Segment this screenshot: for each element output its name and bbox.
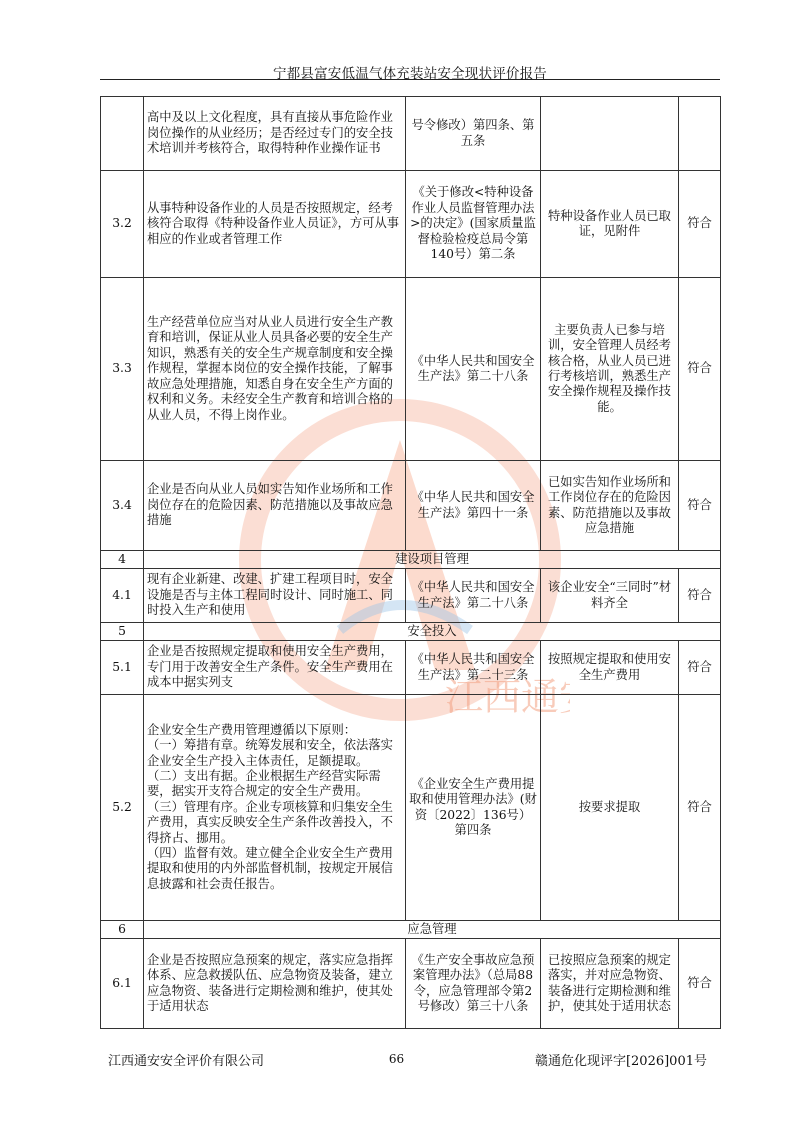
legal-basis-cell: 《关于修改<特种设备作业人员监督管理办法>的决定》(国家质量监督检验检疫总局令第140号）第二条 <box>406 171 541 278</box>
item-number: 5.2 <box>101 695 144 921</box>
legal-basis-cell: 《中华人民共和国安全生产法》第二十八条 <box>406 569 541 623</box>
table-row <box>101 569 721 623</box>
section-title: 应急管理 <box>144 921 721 939</box>
section-title: 建设项目管理 <box>144 551 721 569</box>
table-row <box>101 641 721 695</box>
item-number: 3.3 <box>101 278 144 461</box>
requirement-cell <box>144 695 406 921</box>
requirement-cell: 从事特种设备作业的人员是否按照规定，经考核符合取得《特种设备作业人员证》，方可从事相应的作业或者管理工作 <box>144 171 406 278</box>
legal-basis-cell: 《中华人民共和国安全生产法》第二十八条 <box>406 278 541 461</box>
section-row <box>101 623 721 641</box>
actual-situation-cell: 特种设备作业人员已取证，见附件 <box>541 171 679 278</box>
requirement-cell: 高中及以上文化程度，具有直接从事危险作业岗位操作的从业经历；是否经过专门的安全技术培训并考核符合，取得特种作业操作证书 <box>144 97 406 171</box>
requirement-line: （二）支出有据。企业根据生产经营实际需要，据实开支符合规定的安全生产费用。 <box>147 768 381 799</box>
table-row <box>101 171 721 278</box>
header-title: 宁都县富安低温气体充装站安全现状评价报告 <box>273 66 547 82</box>
legal-basis-cell: 《中华人民共和国安全生产法》第四十一条 <box>406 461 541 551</box>
section-row <box>101 551 721 569</box>
requirement-line: （四）监督有效。建立健全企业安全生产费用提取和使用的内外部监督机制，按规定开展信息披露和社会责任报告。 <box>147 846 393 891</box>
requirement-cell: 生产经营单位应当对从业人员进行安全生产教育和培训，保证从业人员具备必要的安全生产知识，熟悉有关的安全生产规章制度和安全操作规程，掌握本岗位的安全操作技能，了解事故应急处理措施，知悉自身在安全生产方面的权利和义务。未经安全生产教育和培训合格的从业人员，不得上岗作业。 <box>144 278 406 461</box>
table-row <box>101 97 721 171</box>
result-cell: 符合 <box>679 641 721 695</box>
item-number: 6.1 <box>101 939 144 1029</box>
legal-basis-cell: 《生产安全事故应急预案管理办法》（总局88令，应急管理部令第2号修改）第三十八条 <box>406 939 541 1029</box>
actual-situation-cell <box>541 97 679 171</box>
actual-situation-cell: 已按照应急预案的规定落实，并对应急物资、装备进行定期检测和维护，使其处于适用状态 <box>541 939 679 1029</box>
section-number: 4 <box>101 551 144 569</box>
result-cell: 符合 <box>679 461 721 551</box>
item-number: 3.2 <box>101 171 144 278</box>
result-cell: 符合 <box>679 939 721 1029</box>
legal-basis-cell: 《企业安全生产费用提取和使用管理办法》(财资〔2022〕136号）第四条 <box>406 695 541 921</box>
requirement-line: 企业安全生产费用管理遵循以下原则： <box>147 722 357 737</box>
evaluation-table <box>100 96 721 1029</box>
section-number: 5 <box>101 623 144 641</box>
result-cell: 符合 <box>679 171 721 278</box>
requirement-cell: 企业是否按照规定提取和使用安全生产费用，专门用于改善安全生产条件。安全生产费用在成本中据实列支 <box>144 641 406 695</box>
table-row <box>101 939 721 1029</box>
actual-situation-cell: 该企业安全“三同时”材料齐全 <box>541 569 679 623</box>
page-number: 66 <box>388 1052 405 1066</box>
legal-basis-cell: 《中华人民共和国安全生产法》第二十三条 <box>406 641 541 695</box>
item-number: 5.1 <box>101 641 144 695</box>
requirement-cell: 企业是否按照应急预案的规定，落实应急指挥体系、应急救援队伍、应急物资及装备，建立应急物资、装备进行定期检测和维护，使其处于适用状态 <box>144 939 406 1029</box>
actual-situation-cell: 按要求提取 <box>541 695 679 921</box>
requirement-line: （三）管理有序。企业专项核算和归集安全生产费用，真实反映安全生产条件改善投入，不得挤占、挪用。 <box>147 799 393 845</box>
result-cell: 符合 <box>679 569 721 623</box>
table-row <box>101 461 721 551</box>
actual-situation-cell: 已如实告知作业场所和工作岗位存在的危险因素、防范措施以及事故应急措施 <box>541 461 679 551</box>
report-code: 赣通危化现评字[2026]001号 <box>534 1054 707 1069</box>
result-cell <box>679 97 721 171</box>
requirement-cell: 现有企业新建、改建、扩建工程项目时，安全设施是否与主体工程同时设计、同时施工、同时投入生产和使用 <box>144 569 406 623</box>
item-number: 4.1 <box>101 569 144 623</box>
actual-situation-cell: 主要负责人已参与培训，安全管理人员经考核合格，从业人员已进行考核培训，熟悉生产安全操作规程及操作技能。 <box>541 278 679 461</box>
requirement-cell: 企业是否向从业人员如实告知作业场所和工作岗位存在的危险因素、防范措施以及事故应急措施 <box>144 461 406 551</box>
table-row <box>101 695 721 921</box>
result-cell: 符合 <box>679 695 721 921</box>
result-cell: 符合 <box>679 278 721 461</box>
footer-company-name: 江西通安安全评价有限公司 <box>108 1054 265 1069</box>
requirement-line: （一）筹措有章。统筹发展和安全，依法落实企业安全生产投入主体责任，足额提取。 <box>147 738 393 768</box>
table-row <box>101 278 721 461</box>
item-number <box>101 97 144 171</box>
legal-basis-cell: 号令修改）第四条、第五条 <box>406 97 541 171</box>
section-row <box>101 921 721 939</box>
section-number: 6 <box>101 921 144 939</box>
section-title: 安全投入 <box>144 623 721 641</box>
item-number: 3.4 <box>101 461 144 551</box>
header-divider <box>100 79 720 80</box>
svg-text:江西通安: 江西通 <box>445 675 560 719</box>
actual-situation-cell: 按照规定提取和使用安全生产费用 <box>541 641 679 695</box>
evaluation-table-body <box>101 97 721 1029</box>
